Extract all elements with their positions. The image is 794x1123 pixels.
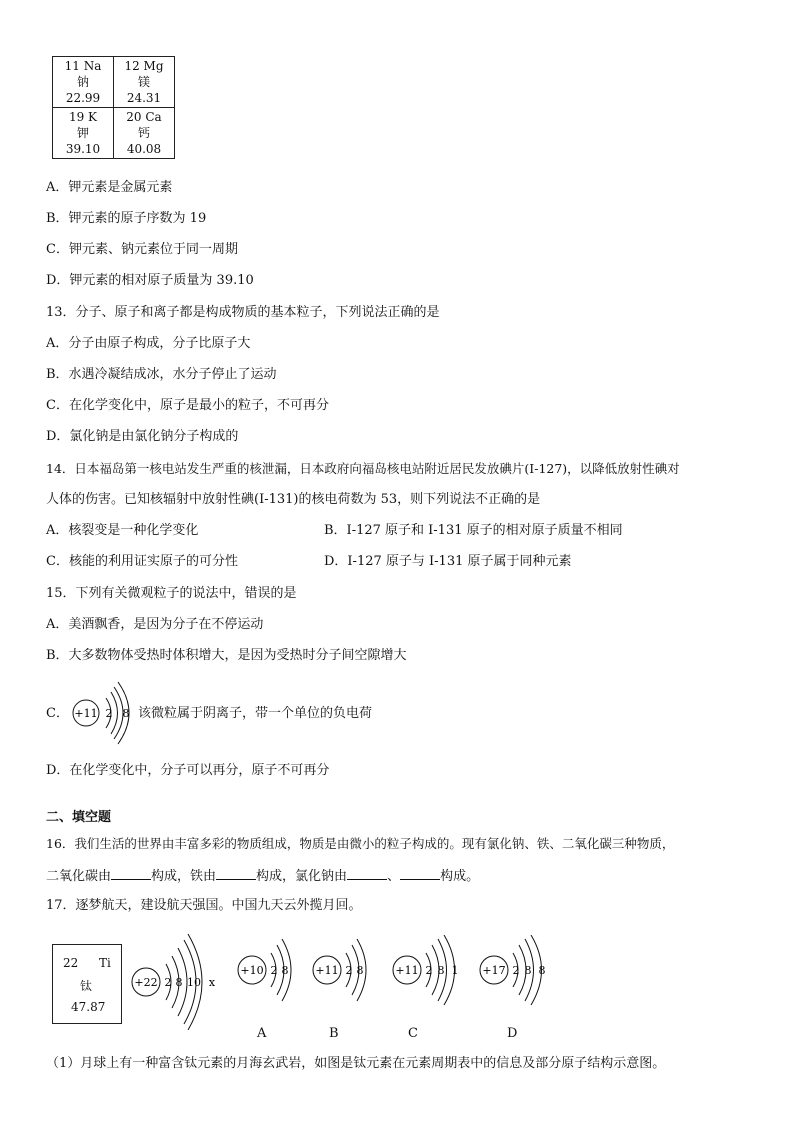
titanium-atom-structure-diagram [126,930,226,1030]
shell-electrons: 2 [345,964,353,977]
q15-option-d: D．在化学变化中，分子可以再分，原子不可再分 [46,763,330,778]
q14-option-c: C．核能的利用证实原子的可分性 [46,554,238,569]
shell-electrons: 8 [538,964,546,977]
q16-text: 构成。 [440,869,480,884]
q12-option-c: C．钾元素、钠元素位于同一周期 [46,242,238,257]
shell-electrons: 2 [425,964,433,977]
shell-electrons: 2 [164,976,172,989]
q14-option-a: A．核裂变是一种化学变化 [46,523,199,538]
shell-electrons: 8 [437,964,445,977]
element-mass: 24.31 [126,91,162,105]
q17-stem: 17．逐梦航天，建设航天强国。中国九天云外揽月回。 [46,898,362,913]
nucleus-charge: +17 [482,964,506,977]
shell-electrons: 8 [122,707,130,720]
q13-option-d: D．氯化钠是由氯化钠分子构成的 [46,429,239,444]
q14-stem-line1: 14．日本福岛第一核电站发生严重的核泄漏，日本政府向福岛核电站附近居民发放碘片(I-127)，以降低放射性碘对 [46,461,680,476]
q16-text: 构成，氯化钠由 [256,869,348,884]
answer-blank[interactable] [216,867,256,880]
answer-blank[interactable] [347,867,387,880]
diagram-label-c: C [408,1026,418,1041]
element-symbol: Ti [99,956,111,970]
shell-electrons: 8 [356,964,364,977]
atom-diagram-a [234,935,298,1015]
q13-option-a: A．分子由原子构成，分子比原子大 [46,336,251,351]
nucleus-charge: +10 [240,964,264,977]
element-cell-na [53,57,114,108]
shell-electrons: 8 [175,976,183,989]
q13-option-c: C．在化学变化中，原子是最小的粒子，不可再分 [46,398,329,413]
element-number-symbol: 20 Ca [126,110,162,124]
diagram-label-d: D [507,1026,518,1041]
q13-stem: 13．分子、原子和离子都是构成物质的基本粒子，下列说法正确的是 [46,305,440,320]
q16-line1: 16．我们生活的世界由丰富多彩的物质组成，物质是由微小的粒子构成的。现有氯化钠、铁、二氧化碳三种物质， [46,836,675,851]
atom-diagram-d [478,935,556,1015]
q14-option-b: B．I-127 原子和 I-131 原子的相对原子质量不相同 [324,523,623,538]
shell-electrons: 2 [270,964,278,977]
q16-text: 构成，铁由 [151,869,217,884]
periodic-table [52,56,175,159]
nucleus-charge: +11 [395,964,419,977]
q12-option-a: A．钾元素是金属元素 [46,180,173,195]
element-cell-k [53,108,114,159]
q15-option-c-label: C． [46,706,69,721]
q15-option-b: B．大多数物体受热时体积增大，是因为受热时分子间空隙增大 [46,648,407,663]
q16-line2 [46,867,479,885]
element-cell-mg [114,57,175,108]
element-number-symbol: 19 K [68,110,98,124]
q16-text: 、 [387,869,401,884]
titanium-element-cell [52,944,122,1024]
element-name: 钛 [80,979,93,993]
nucleus-charge: +22 [134,976,158,989]
q15-atom-structure-diagram [70,676,140,746]
element-number-symbol: 11 Na [64,59,102,73]
element-name: 钙 [137,126,150,140]
shell-electrons: x [208,976,216,989]
q13-option-b: B．水遇冷凝结成冰，水分子停止了运动 [46,367,277,382]
shell-electrons: 8 [281,964,289,977]
element-mass: 40.08 [126,142,162,156]
q15-stem: 15．下列有关微观粒子的说法中，错误的是 [46,586,297,601]
answer-blank[interactable] [400,867,440,880]
q15-option-c-text: 该微粒属于阴离子，带一个单位的负电荷 [138,706,373,721]
atom-diagram-b [309,935,373,1015]
nucleus-charge: +11 [74,707,98,720]
shell-electrons: 10 [187,976,201,989]
q12-option-d: D．钾元素的相对原子质量为 39.10 [46,273,254,288]
element-name: 钾 [76,126,89,140]
element-mass: 47.87 [71,1000,106,1014]
element-mass: 22.99 [65,91,101,105]
q12-option-b: B．钾元素的原子序数为 19 [46,211,207,226]
shell-electrons: 2 [105,707,113,720]
atom-diagram-c [391,935,469,1015]
q16-text: 二氧化碳由 [46,869,112,884]
answer-blank[interactable] [111,867,151,880]
section-title: 二、填空题 [46,810,112,825]
q14-option-d: D．I-127 原子与 I-131 原子属于同种元素 [324,554,572,569]
q14-stem-line2: 人体的伤害。已知核辐射中放射性碘(I-131)的核电荷数为 53，则下列说法不正确的是 [46,492,541,507]
element-name: 钠 [76,75,89,89]
shell-electrons: 8 [524,964,532,977]
element-mass: 39.10 [65,142,101,156]
diagram-label-a: A [257,1026,267,1041]
element-cell-ca [114,108,175,159]
element-number: 22 [63,956,79,970]
element-name: 镁 [137,75,150,89]
diagram-label-b: B [329,1026,339,1041]
shell-electrons: 2 [512,964,520,977]
q17-sub1: （1）月球上有一种富含钛元素的月海玄武岩，如图是钛元素在元素周期表中的信息及部分原子结构示意图。 [46,1056,666,1071]
q15-option-a: A．美酒飘香，是因为分子在不停运动 [46,617,264,632]
nucleus-charge: +11 [315,964,339,977]
element-number-symbol: 12 Mg [124,59,164,73]
shell-electrons: 1 [451,964,459,977]
